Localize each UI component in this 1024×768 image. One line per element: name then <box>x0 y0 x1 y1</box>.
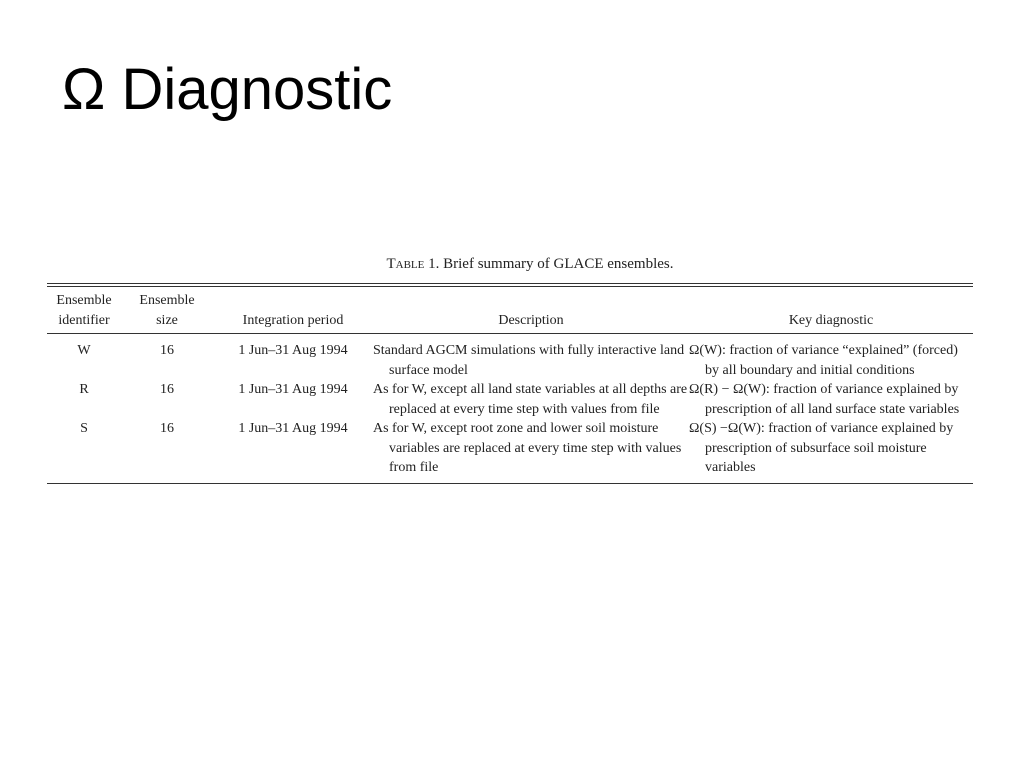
table-caption-text: 1. Brief summary of GLACE ensembles. <box>428 256 674 272</box>
slide-title: Ω Diagnostic <box>62 57 393 122</box>
header-ensemble-identifier <box>47 287 121 333</box>
header-id-line2: identifier <box>58 312 110 328</box>
header-row <box>47 287 973 333</box>
row-id: W <box>77 343 91 358</box>
table-caption-label: Table <box>386 256 425 272</box>
row-id: S <box>80 421 88 436</box>
table-row <box>47 380 973 419</box>
header-key-diagnostic: Key diagnostic <box>788 312 874 328</box>
row-period: 1 Jun–31 Aug 1994 <box>238 343 348 358</box>
row-key-diagnostic: Ω(R) − Ω(W): fraction of variance explained by prescription of all land surface state variables <box>689 382 960 417</box>
row-size: 16 <box>160 382 174 397</box>
row-size: 16 <box>160 421 174 436</box>
row-period: 1 Jun–31 Aug 1994 <box>238 382 348 397</box>
row-key-diagnostic: Ω(W): fraction of variance “explained” (forced) by all boundary and initial conditions <box>689 343 958 378</box>
table-caption <box>47 256 973 273</box>
header-size-line1: Ensemble <box>139 293 195 308</box>
summary-table <box>47 287 973 483</box>
header-ensemble-size <box>121 287 213 333</box>
header-integration-period: Integration period <box>242 312 344 328</box>
glace-table <box>47 256 973 484</box>
bottom-rule <box>47 483 973 484</box>
header-size-line2: size <box>156 312 178 328</box>
row-description: As for W, except all land state variables at all depths are replaced at every time step with values from file <box>373 382 688 417</box>
header-description: Description <box>498 312 564 328</box>
row-size: 16 <box>160 343 174 358</box>
row-key-diagnostic: Ω(S) −Ω(W): fraction of variance explained by prescription of subsurface soil moisture variables <box>689 421 954 475</box>
row-description: As for W, except root zone and lower soil moisture variables are replaced at every time step with values from file <box>373 421 682 475</box>
row-description: Standard AGCM simulations with fully interactive land surface model <box>373 343 685 378</box>
row-id: R <box>79 382 89 397</box>
table-row <box>47 334 973 380</box>
header-id-line1: Ensemble <box>56 293 112 308</box>
row-period: 1 Jun–31 Aug 1994 <box>238 421 348 436</box>
table-row <box>47 419 973 483</box>
